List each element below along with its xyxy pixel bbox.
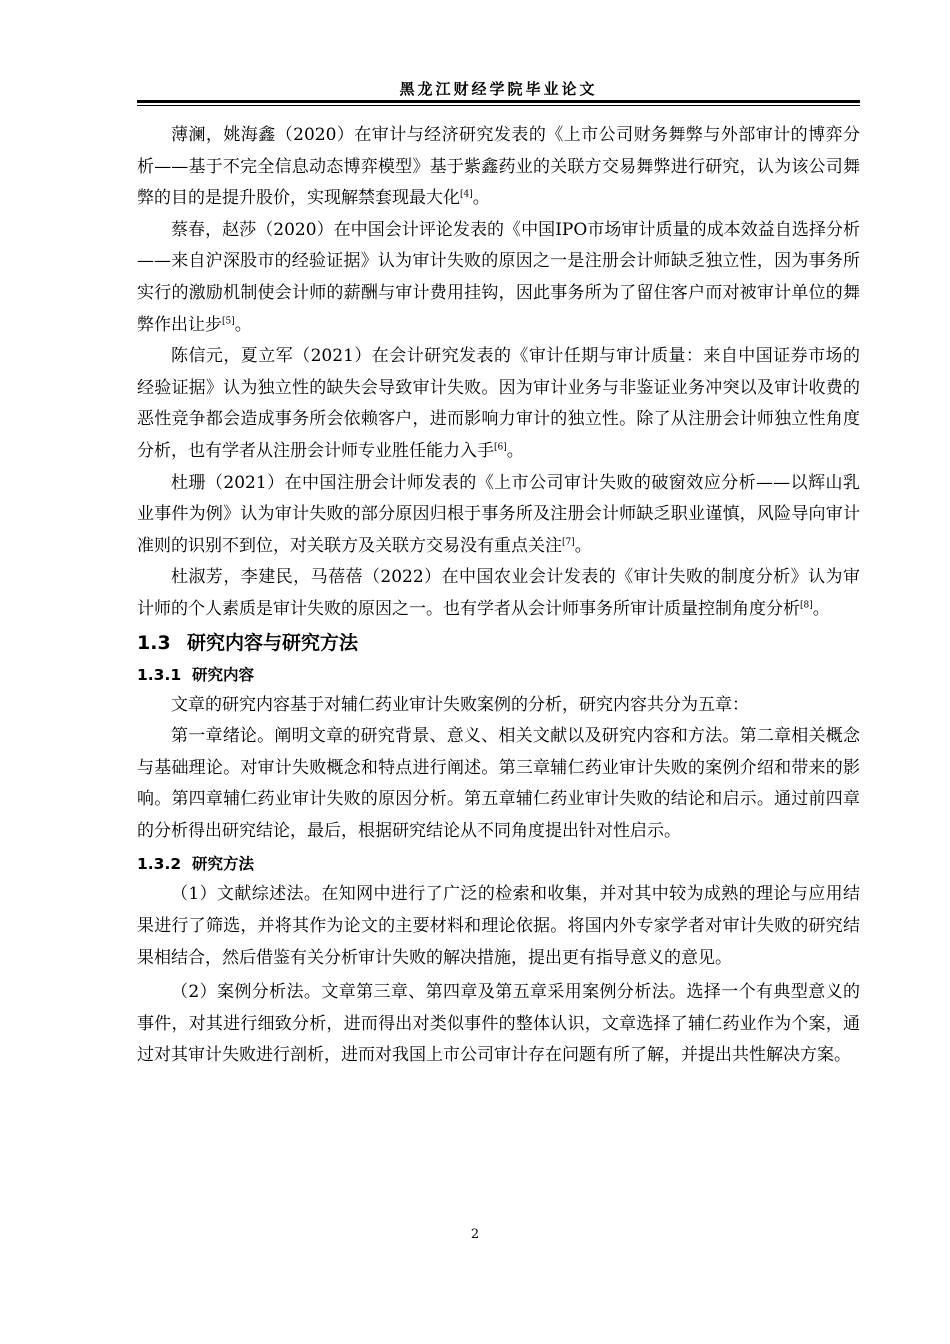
literature-paragraph-1 [137, 120, 860, 215]
literature-paragraph-5 [137, 562, 860, 625]
header-rule-thin [137, 105, 860, 106]
subsection-heading-1-3-2 [137, 849, 860, 879]
research-method-paragraph-1: （1）文献综述法。在知网中进行了广泛的检索和收集，并对其中较为成熟的理论与应用结果进行了筛选，并将其作为论文的主要材料和理论依据。将国内外专家学者对审计失败的研究结果相结合，然后借鉴有关分析审计失败的解决措施，提出更有指导意义的意见。 [137, 884, 860, 968]
paragraph-text: 陈信元，夏立军（2021）在会计研究发表的《审计任期与审计质量：来自中国证券市场的经验证据》认为独立性的缺失会导致审计失败。因为审计业务与非鉴证业务冲突以及审计收费的恶性竞争都会造成事务所会依赖客户，进而影响力审计的独立性。除了从注册会计师独立性角度分析，也有学者从注册会计师专业胜任能力入手 [137, 346, 860, 461]
header-title: 黑龙江财经学院毕业论文 [399, 80, 598, 98]
subsection-title: 研究方法 [192, 855, 255, 874]
subsection-number: 1.3.1 [137, 665, 182, 684]
citation-ref: [6] [494, 442, 507, 453]
research-content-paragraph-2: 第一章绪论。阐明文章的研究背景、意义、相关文献以及研究内容和方法。第二章相关概念与基础理论。对审计失败概念和特点进行阐述。第三章辅仁药业审计失败的案例介绍和带来的影响。第四章辅仁药业审计失败的原因分析。第五章辅仁药业审计失败的结论和启示。通过前四章的分析得出研究结论，最后，根据研究结论从不同角度提出针对性启示。 [137, 726, 860, 841]
paragraph-end: 。 [812, 598, 830, 619]
section-number: 1.3 [137, 631, 171, 654]
page-body [137, 120, 860, 1072]
section-heading-1-3 [137, 626, 860, 660]
citation-ref: [8] [800, 600, 813, 611]
paragraph-end: 。 [574, 535, 592, 556]
paragraph-text: 蔡春，赵莎（2020）在中国会计评论发表的《中国IPO市场审计质量的成本效益自选择分析——来自沪深股市的经验证据》认为审计失败的原因之一是注册会计师缺乏独立性，因为事务所实行的激励机制使会计师的薪酬与审计费用挂钩，因此事务所为了留住客户而对被审计单位的舞弊作出让步 [137, 219, 860, 335]
paragraph-end: 。 [234, 314, 252, 335]
paragraph-text: 杜珊（2021）在中国注册会计师发表的《上市公司审计失败的破窗效应分析——以辉山乳业事件为例》认为审计失败的部分原因归根于事务所及注册会计师缺乏职业谨慎，风险导向审计准则的识别不到位，对关联方及关联方交易没有重点关注 [137, 472, 860, 556]
literature-paragraph-4 [137, 468, 860, 563]
paragraph-text: 薄澜，姚海鑫（2020）在审计与经济研究发表的《上市公司财务舞弊与外部审计的博弈分析——基于不完全信息动态博弈模型》基于紫鑫药业的关联方交易舞弊进行研究，认为该公司舞弊的目的是提升股价，实现解禁套现最大化 [137, 125, 860, 209]
subsection-heading-1-3-1 [137, 660, 860, 690]
citation-ref: [5] [222, 315, 235, 326]
paragraph-end: 。 [472, 188, 490, 209]
citation-ref: [7] [562, 537, 575, 548]
subsection-title: 研究内容 [192, 665, 255, 684]
section-title: 研究内容与研究方法 [187, 631, 359, 654]
paragraph-end: 。 [506, 440, 524, 461]
page-number: 2 [470, 1227, 480, 1242]
literature-paragraph-2 [137, 215, 860, 341]
paragraph-text: 杜淑芳，李建民，马蓓蓓（2022）在中国农业会计发表的《审计失败的制度分析》认为审计师的个人素质是审计失败的原因之一。也有学者从会计师事务所审计质量控制角度分析 [137, 567, 860, 619]
page-header [137, 68, 860, 108]
research-method-paragraph-2: （2）案例分析法。文章第三章、第四章及第五章采用案例分析法。选择一个有典型意义的事件，对其进行细致分析，进而得出对类似事件的整体认识，文章选择了辅仁药业作为个案，通过对其审计失败进行剖析，进而对我国上市公司审计存在问题有所了解，并提出共性解决方案。 [137, 982, 860, 1066]
subsection-number: 1.3.2 [137, 855, 182, 874]
literature-paragraph-3 [137, 341, 860, 467]
header-rule-thick [137, 100, 860, 103]
research-content-paragraph-1: 文章的研究内容基于对辅仁药业审计失败案例的分析，研究内容共分为五章： [171, 694, 749, 715]
citation-ref: [4] [460, 189, 473, 200]
